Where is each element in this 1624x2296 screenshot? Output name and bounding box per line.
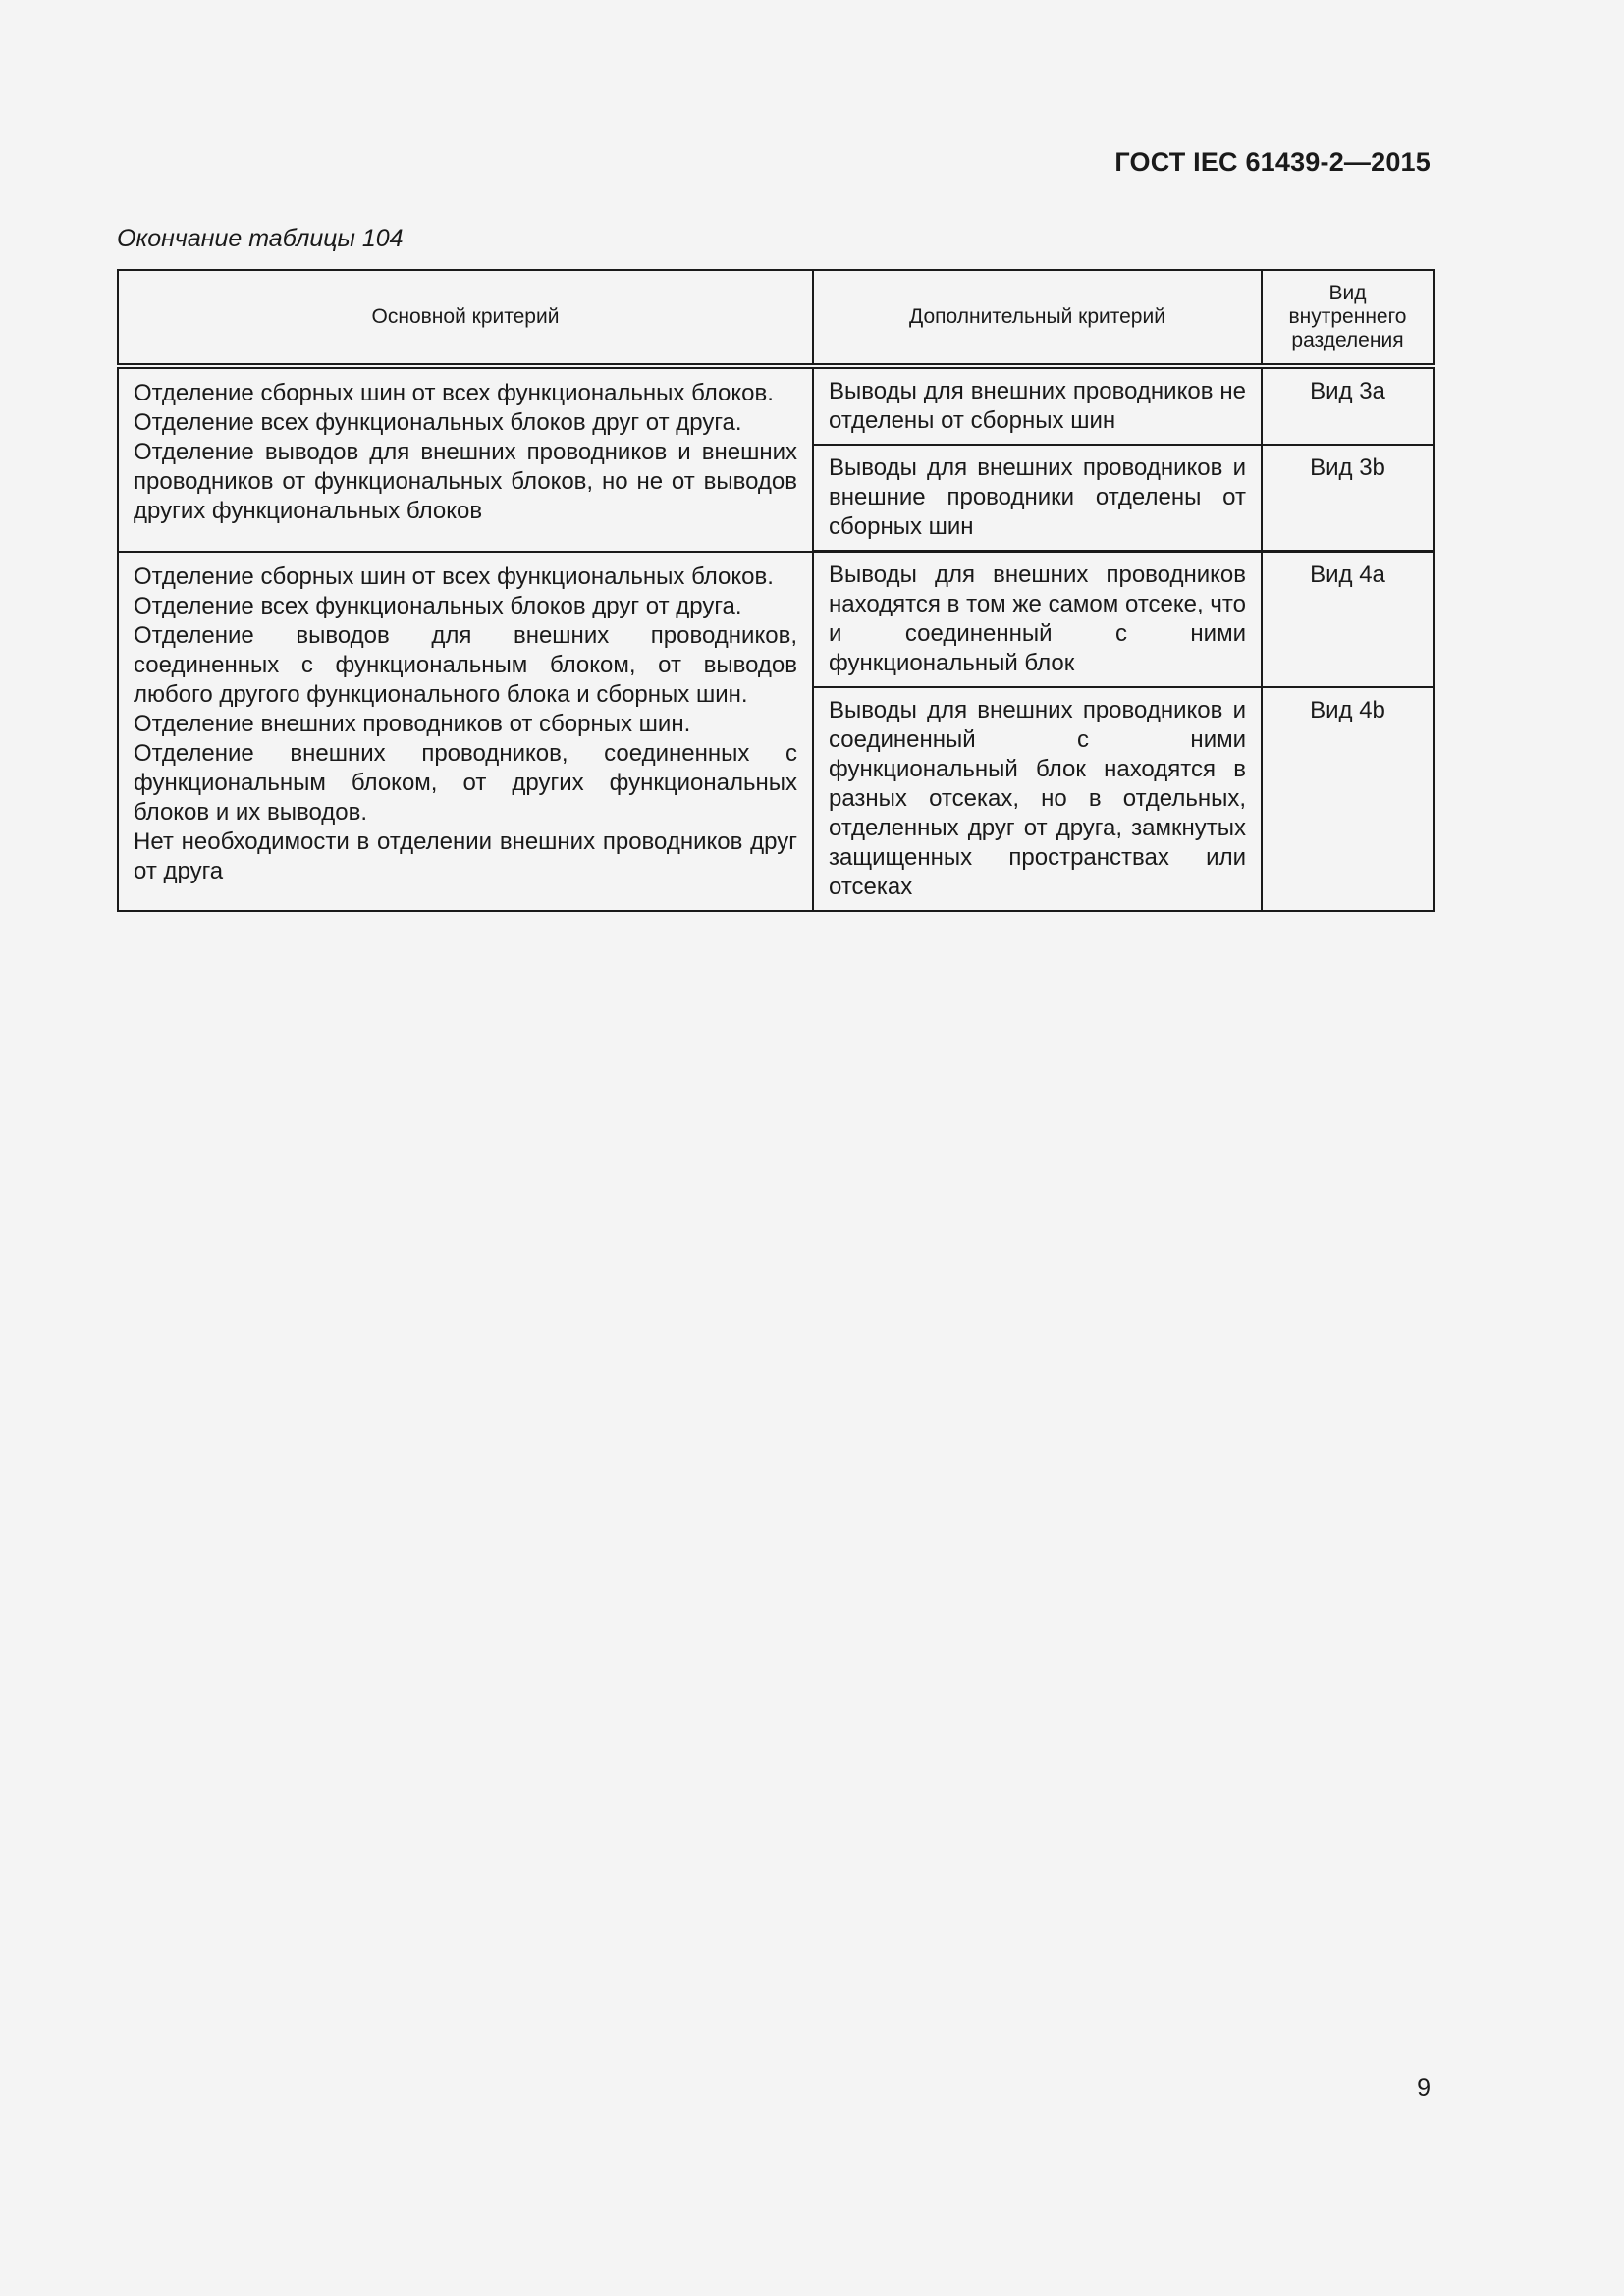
basic-criterion-line: Отделение внешних проводников от сборных шин.: [134, 710, 691, 737]
column-header-basic-criterion: Основной критерий: [118, 270, 813, 366]
basic-criterion-line: Отделение сборных шин от всех функциональных блоков.: [134, 562, 774, 590]
additional-criterion-cell: Выводы для внешних проводников и соединенный с ними функциональный блок находятся в разных отсеках, но в отдельных, отделенных друг от друга, замкнутых защищенных пространствах или отсеках: [813, 687, 1262, 911]
table-header-row: [118, 270, 1434, 366]
table-caption: Окончание таблицы 104: [117, 225, 404, 252]
column-header-separation-form: Вид внутреннего разделения: [1262, 270, 1434, 366]
basic-criterion-line: Отделение всех функциональных блоков друг от друга.: [134, 592, 742, 619]
additional-criterion-cell: Выводы для внешних проводников не отделены от сборных шин: [813, 366, 1262, 445]
basic-criterion-cell: [118, 552, 813, 912]
table-row: [118, 552, 1434, 688]
separation-form-cell: Вид 3a: [1262, 366, 1434, 445]
basic-criterion-line: Отделение выводов для внешних проводников и внешних проводников от функциональных блоков, но не от выводов других функциональных блоков: [134, 439, 797, 524]
additional-criterion-cell: Выводы для внешних проводников находятся в том же самом отсеке, что и соединенный с ними функциональный блок: [813, 552, 1262, 688]
separation-forms-table: [117, 269, 1435, 912]
basic-criterion-line: Отделение сборных шин от всех функциональных блоков.: [134, 380, 774, 406]
additional-criterion-cell: Выводы для внешних проводников и внешние проводники отделены от сборных шин: [813, 445, 1262, 552]
basic-criterion-line: Отделение всех функциональных блоков друг от друга.: [134, 409, 742, 436]
table-row: [118, 366, 1434, 445]
basic-criterion-cell: [118, 366, 813, 552]
document-standard-header: ГОСТ IEC 61439-2—2015: [1114, 147, 1431, 177]
separation-form-cell: Вид 4a: [1262, 552, 1434, 688]
basic-criterion-line: Отделение внешних проводников, соединенных с функциональным блоком, от других функциональных блоков и их выводов.: [134, 739, 797, 826]
separation-form-cell: Вид 4b: [1262, 687, 1434, 911]
basic-criterion-line: Нет необходимости в отделении внешних проводников друг от друга: [134, 828, 797, 884]
separation-form-cell: Вид 3b: [1262, 445, 1434, 552]
basic-criterion-line: Отделение выводов для внешних проводников, соединенных с функциональным блоком, от выводов любого другого функционального блока и сборных шин.: [134, 621, 797, 708]
page-number: 9: [1417, 2074, 1431, 2102]
column-header-additional-criterion: Дополнительный критерий: [813, 270, 1262, 366]
